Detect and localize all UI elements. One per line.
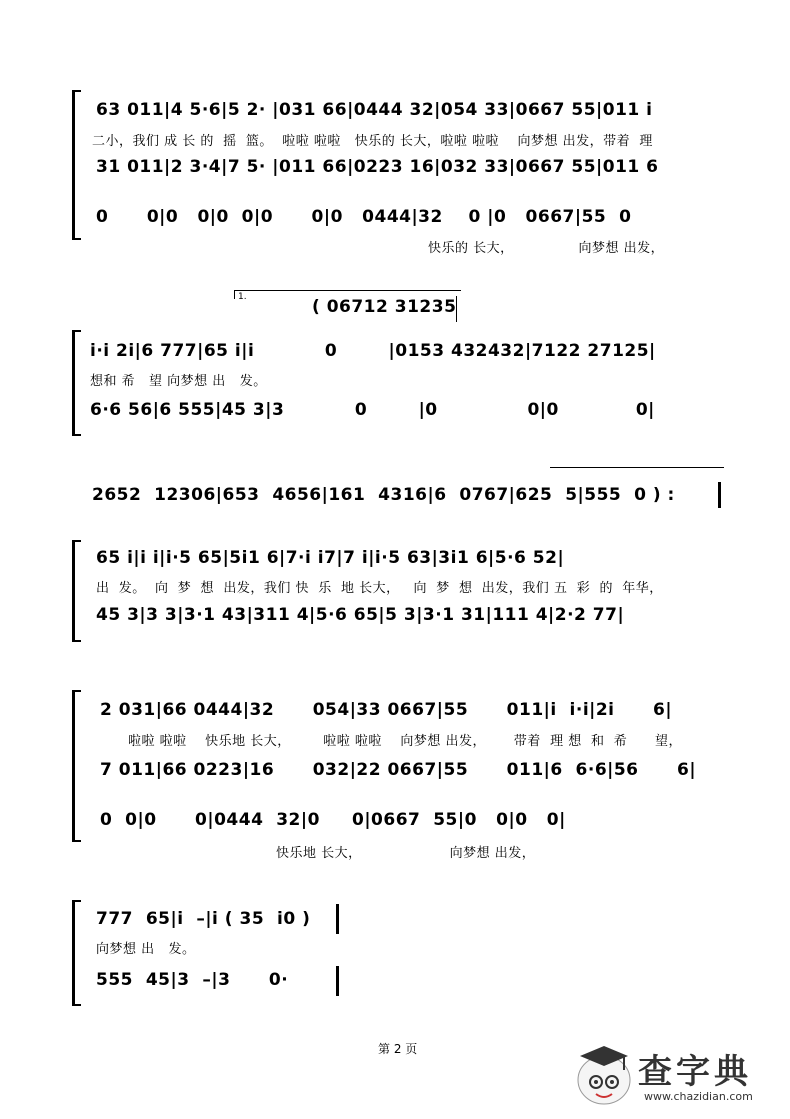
interlude-notes: 2652 12306|653 4656|161 4316|6 0767|625 5|555 0 ) : — [92, 485, 675, 505]
system-brace — [72, 540, 81, 642]
mascot-icon — [572, 1040, 636, 1110]
system-2-notes-lower: 6·6 56|6 555|45 3|3 0 |0 0|0 0| — [90, 400, 655, 420]
system-5-notes-upper: 2 031|66 0444|32 054|33 0667|55 011|i i·i|2i 6| — [100, 700, 673, 720]
system-1-notes-accomp: 0 0|0 0|0 0|0 0|0 0444|32 0 |0 0667|55 0 — [96, 207, 632, 227]
system-2-notes-upper: i·i 2i|6 777|65 i|i 0 |0153 432432|7122 27125| — [90, 341, 656, 361]
system-brace — [72, 330, 81, 436]
page-number: 第 2 页 — [378, 1042, 418, 1056]
system-1-accomp-lyrics: 快乐的 长大， 向梦想 出发， — [428, 241, 665, 256]
system-5-accomp-lyrics: 快乐地 长大， 向梦想 出发， — [276, 846, 536, 861]
system-6-notes-upper: 777 65|i –|i ( 35 i0 ) — [96, 909, 311, 929]
intro-phrase: ( 06712 31235 — [312, 297, 457, 317]
watermark — [572, 1040, 784, 1112]
system-1-notes-upper: 63 011|4 5·6|5 2· |031 66|0444 32|054 33|0667 55|011 i — [96, 100, 653, 120]
watermark-title: 查字典 — [638, 1052, 752, 1092]
system-5-lyrics: 啦啦 啦啦 快乐地 长大， 啦啦 啦啦 向梦想 出发， 带着 理 想 和 希 望， — [128, 734, 683, 749]
final-barline — [336, 966, 339, 996]
volta-number: 1. — [238, 292, 247, 302]
system-4-notes-upper: 65 i|i i|i·5 65|5i1 6|7·i i7|7 i|i·5 63|3i1 6|5·6 52| — [96, 548, 565, 568]
volta-bracket — [550, 467, 724, 468]
system-4-lyrics: 出 发。 向 梦 想 出发，我们 快 乐 地 长大， 向 梦 想 出发，我们 五 彩 的 年华， — [96, 581, 663, 596]
system-5-notes-lower: 7 011|66 0223|16 032|22 0667|55 011|6 6·6|56 6| — [100, 760, 697, 780]
repeat-barline — [718, 482, 721, 508]
system-6-notes-lower: 555 45|3 –|3 0· — [96, 970, 289, 990]
watermark-url: www.chazidian.com — [644, 1090, 753, 1103]
system-brace — [72, 900, 81, 1006]
system-brace — [72, 690, 81, 842]
system-1-lyrics: 二小，我们 成 长 的 摇 篮。 啦啦 啦啦 快乐的 长大，啦啦 啦啦 向梦想 出发，带着 理 — [92, 134, 653, 149]
system-brace — [72, 90, 81, 240]
final-barline — [336, 904, 339, 934]
barline — [456, 296, 457, 322]
system-4-notes-lower: 45 3|3 3|3·1 43|311 4|5·6 65|5 3|3·1 31|111 4|2·2 77| — [96, 605, 625, 625]
system-1-notes-lower: 31 011|2 3·4|7 5· |011 66|0223 16|032 33|0667 55|011 6 — [96, 157, 659, 177]
system-5-notes-accomp: 0 0|0 0|0444 32|0 0|0667 55|0 0|0 0| — [100, 810, 566, 830]
system-2-lyrics: 想和 希 望 向梦想 出 发。 — [90, 374, 267, 389]
system-6-lyrics: 向梦想 出 发。 — [96, 942, 196, 957]
